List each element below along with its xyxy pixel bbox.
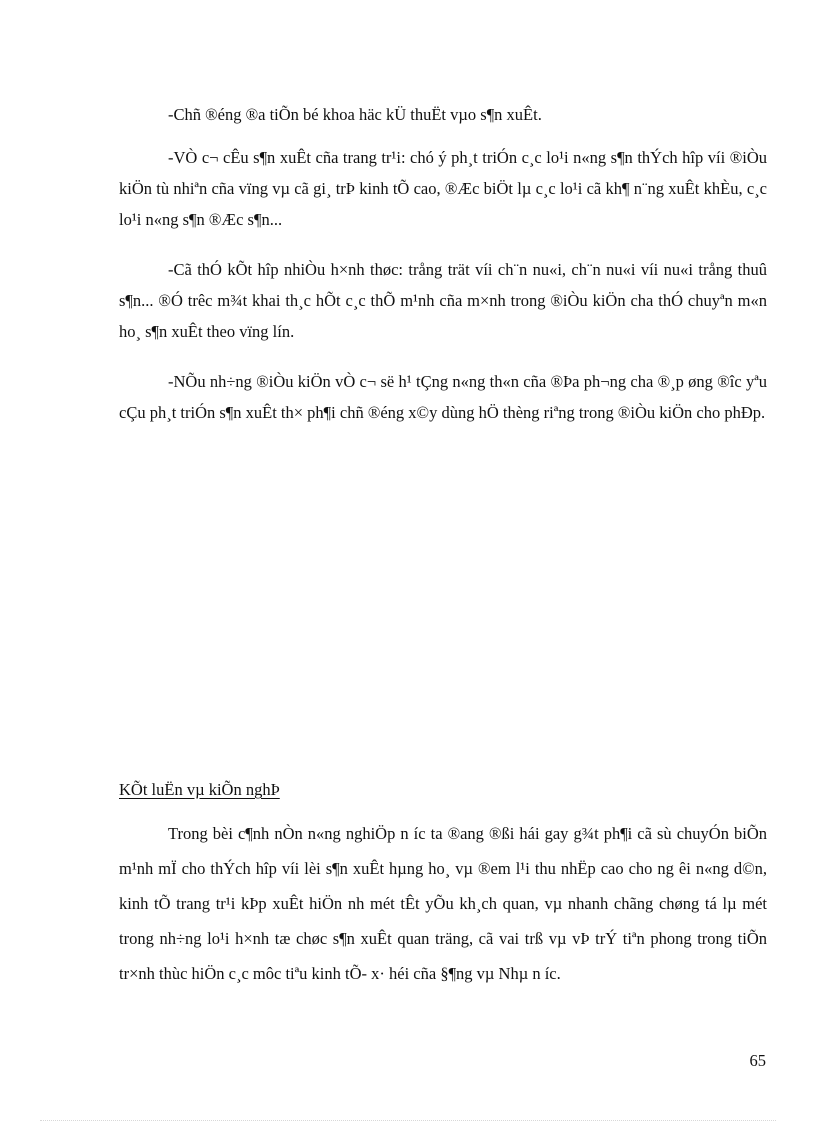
body-paragraph-3: -Cã thÓ kÕt hîp nhiÒu h×nh thøc: trång trät víi ch¨n nu«i, ch¨n nu«i víi nu«i trång thuû s¶n... ®Ó trêc m¾t khai th¸c hÕt c¸c thÕ m¹nh cña m×nh trong ®iÒu kiÖn cha thÓ chuyªn m«n ho¸ s¶n xuÊt theo vïng lín. <box>119 260 767 341</box>
body-paragraph-2: -VÒ c¬ cÊu s¶n xuÊt cña trang tr¹i: chó ý ph¸t triÓn c¸c lo¹i n«ng s¶n thÝch hîp víi ®iÒu kiÖn tù nhiªn cña vïng vµ cã gi¸ trÞ kinh tÕ cao, ®Æc biÖt lµ c¸c lo¹i cã kh¶ n¨ng xuÊt khÈu, c¸c lo¹i n«ng s¶n ®Æc s¶n... <box>119 148 767 229</box>
footer-divider <box>40 1120 776 1121</box>
conclusion-paragraph: Trong bèi c¶nh nÒn n«ng nghiÖp n íc ta ®ang ®ßi hái gay g¾t ph¶i cã sù chuyÓn biÕn m¹nh mÏ cho thÝch hîp víi lèi s¶n xuÊt hµng ho¸ vµ ®em l¹i thu nhËp cao cho ng êi n«ng d©n, kinh tÕ trang tr¹i kÞp xuÊt hiÖn nh mét tÊt yÕu kh¸ch quan, vµ nhanh chãng chøng tá lµ mét trong nh÷ng lo¹i h×nh tæ chøc s¶n xuÊt quan träng, cã vai trß vµ vÞ trÝ tiªn phong trong tiÕn tr×nh thùc hiÖn c¸c môc tiªu kinh tÕ- x· héi cña §¶ng vµ Nhµ n íc. <box>119 824 767 983</box>
body-paragraph-4: -NÕu nh÷ng ®iÒu kiÖn vÒ c¬ së h¹ tÇng n«ng th«n cña ®Þa ph¬ng cha ®¸p øng ®îc yªu cÇu ph¸t triÓn s¶n xuÊt th× ph¶i chñ ®éng x©y dùng hÖ thèng riªng trong ®iÒu kiÖn cho phÐp. <box>119 372 767 422</box>
body-paragraph-1: -Chñ ®éng ®a tiÕn bé khoa häc kÜ thuËt vµo s¶n xuÊt. <box>168 105 542 124</box>
conclusion-heading: KÕt luËn vµ kiÕn nghÞ <box>119 780 280 799</box>
page-number: 65 <box>749 1051 766 1070</box>
